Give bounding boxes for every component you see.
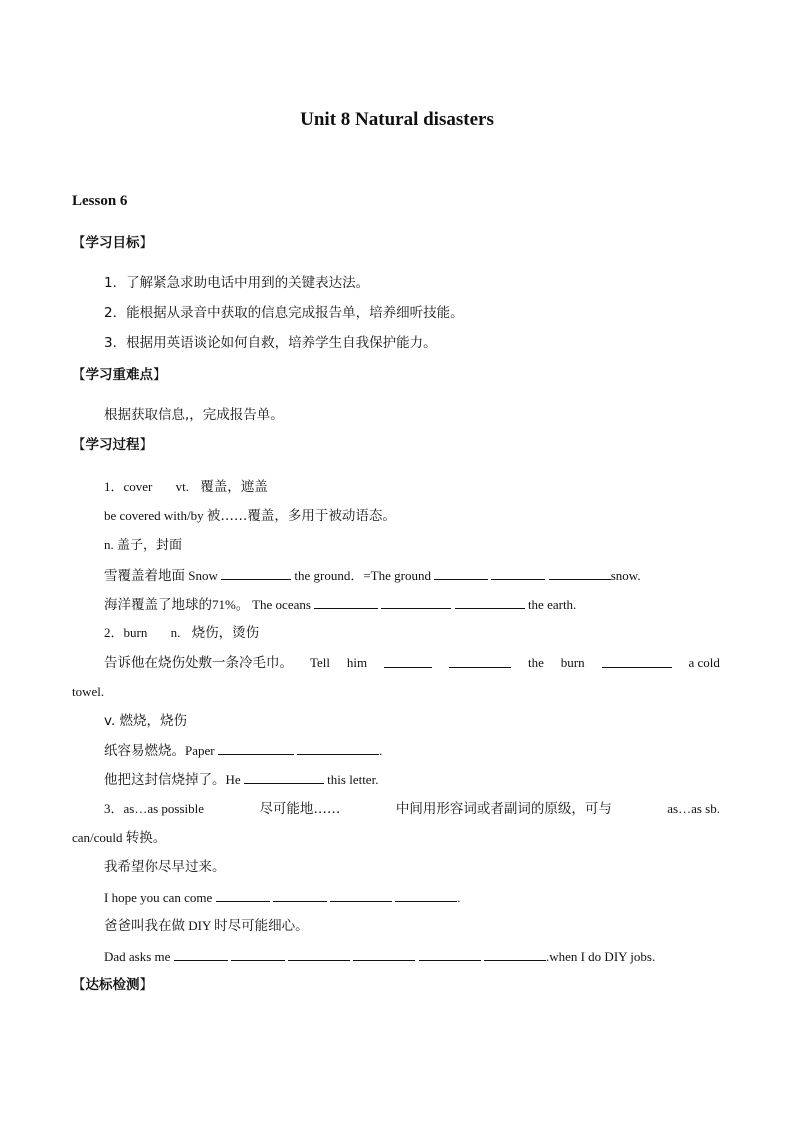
section-heading-key-points: 【学习重难点】 [72,367,167,383]
blank[interactable] [434,566,488,580]
blank[interactable] [491,566,545,580]
item-1-pos: vt. [175,479,189,494]
section-heading-process: 【学习过程】 [72,437,153,453]
item-2-word: 2．burn [104,625,148,640]
item-3-phrase: 3．as…as possible [104,801,205,816]
objective-item: 3．根据用英语谈论如何自救，培养学生自我保护能力。 [104,335,437,351]
objective-item: 1．了解紧急求助电话中用到的关键表达法。 [104,275,370,291]
blank[interactable] [218,741,294,755]
blank[interactable] [174,947,228,961]
blank[interactable] [549,566,611,580]
section-heading-objectives: 【学习目标】 [72,235,153,251]
page-title: Unit 8 Natural disasters [300,109,494,130]
item-3-example-1: I hope you can come . [104,890,461,905]
section-heading-test: 【达标检测】 [72,977,153,993]
blank[interactable] [221,566,291,580]
item-2-meaning: 烧伤，烫伤 [191,625,260,641]
item-3-example-2-cn: 爸爸叫我在做 DIY 时尽可能细心。 [104,918,309,934]
item-2-example-3: 他把这封信烧掉了。He this letter. [104,772,379,788]
item-1-word: 1．cover [104,479,153,494]
item-2-verb: v. 燃烧，烧伤 [104,713,188,729]
item-1-heading [104,478,268,496]
blank[interactable] [231,947,285,961]
blank[interactable] [314,595,378,609]
item-3-heading: 3．as…as possible 尽可能地…… 中间用形容词或者副词的原级，可与 as…as sb. [104,801,720,817]
blank[interactable] [384,654,432,668]
item-1-example-2: 海洋覆盖了地球的71%。 The oceans the earth. [104,597,577,613]
blank[interactable] [455,595,525,609]
blank[interactable] [395,888,457,902]
blank[interactable] [484,947,546,961]
item-2-pos: n. [170,625,181,640]
blank[interactable] [297,741,379,755]
item-3-example-2: Dad asks me .when I do DIY jobs. [104,949,656,964]
lesson-heading: Lesson 6 [72,193,128,209]
item-1-example-1: 雪覆盖着地面 Snow the ground．=The ground snow. [104,568,641,584]
blank[interactable] [353,947,415,961]
item-2-example-2: 纸容易燃烧。Paper . [104,743,383,759]
item-1-usage: be covered with/by 被……覆盖，多用于被动语态。 [104,508,396,524]
objective-item: 2．能根据从录音中获取的信息完成报告单，培养细听技能。 [104,305,464,321]
item-2-example-1-cont: towel. [72,684,105,699]
item-3-note-cont: can/could 转换。 [72,830,167,846]
item-3-example-1-cn: 我希望你尽早过来。 [104,859,226,875]
item-1-noun: n. 盖子，封面 [104,537,183,552]
blank[interactable] [288,947,350,961]
key-point-text: 根据获取信息,，完成报告单。 [104,407,284,423]
blank[interactable] [273,888,327,902]
item-3-meaning: 尽可能地…… [259,801,341,817]
item-1-meaning: 覆盖，遮盖 [200,479,268,495]
blank[interactable] [330,888,392,902]
blank[interactable] [216,888,270,902]
blank[interactable] [602,654,672,668]
blank[interactable] [244,770,324,784]
item-2-example-1: 告诉他在烧伤处敷一条冷毛巾。 Tell him the burn a cold [104,655,720,671]
item-2-heading [104,624,259,642]
blank[interactable] [449,654,511,668]
blank[interactable] [381,595,451,609]
blank[interactable] [419,947,481,961]
